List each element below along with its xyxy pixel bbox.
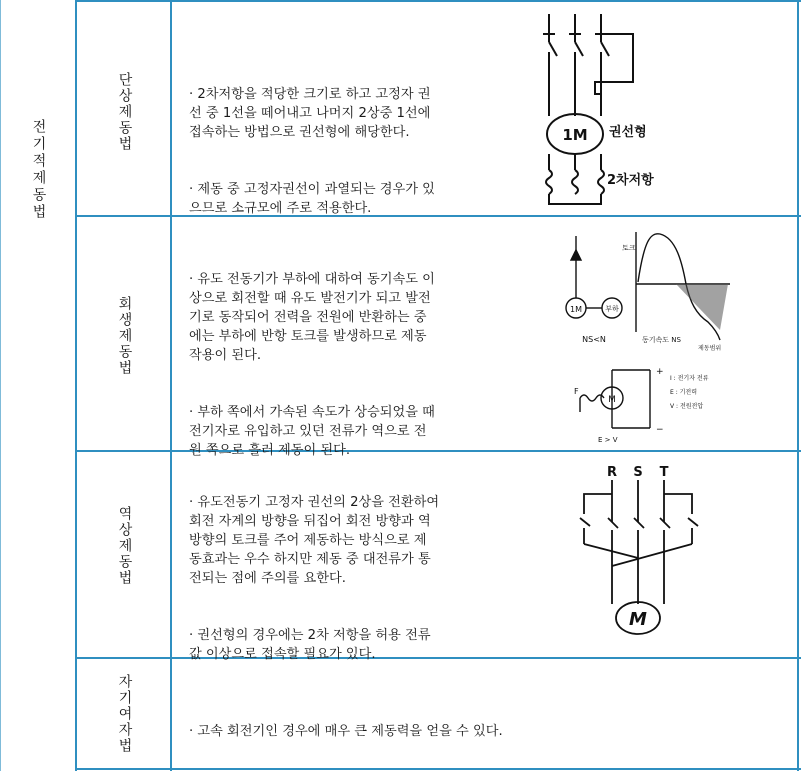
paragraph: · 제동 중 고정자권선이 과열되는 경우가 있 으므로 소규모에 주로 적용한다. [189,182,435,216]
description-single-phase [189,66,509,237]
description-plugging [189,474,509,683]
legend-item: I : 전기자 전류 [670,375,709,382]
torque-label: 토크 [622,244,636,252]
category-label [10,110,66,230]
row-name-self-excitation: 자기여자법 [116,674,133,754]
motor-label: 1M [570,305,582,314]
row-name-regenerative: 회생제동법 [116,296,133,376]
speed-label: NS<N [582,335,606,344]
grid-line [170,0,172,771]
grid-line [0,0,1,771]
grid-line [75,768,801,770]
field-label: F [574,387,579,396]
grid-line [75,0,77,771]
phase-label: R [606,465,618,480]
minus-label: − [656,425,664,435]
paragraph: · 권선형의 경우에는 2차 저항을 허용 전류 값 이상으로 접속할 필요가 있다. [189,628,431,662]
sync-label: 동기속도 NS [642,336,681,344]
motor-label: M [629,609,647,630]
phase-label: T [659,465,669,480]
armature-label: M [608,395,616,405]
paragraph: · 2차저항을 적당한 크기로 하고 고정자 권 선 중 1선을 떼어내고 나머지 2상중 1선에 접속하는 방법으로 권선형에 해당한다. [189,87,431,140]
paragraph: · 유도전동기 고정자 권선의 2상을 전환하여 회전 자계의 방향을 뒤집어 회전 방향과 역 방향의 토크를 주어 제동하는 방식으로 제 동효과는 우수 하지만 제동 중 대전류가 통 전되는 점에 주의를 요한다. [189,495,440,586]
paragraph: · 고속 회전기인 경우에 매우 큰 제동력을 얻을 수 있다. [189,724,503,739]
plus-label: + [656,367,664,377]
description-self-excitation [189,703,629,760]
phase-label: S [633,465,643,480]
description-regenerative [189,251,509,479]
single-phase-braking-diagram [525,8,685,208]
regenerative-braking-diagram [558,222,758,446]
condition-label: E > V [598,436,618,444]
legend-item: V : 전원전압 [670,403,704,410]
paragraph: · 유도 전동기가 부하에 대하여 동기속도 이 상으로 회전할 때 유도 발전기가 되고 발전 기로 동작되어 전력을 전원에 반환하는 중 에는 부하에 반항 토크를 발생하므로 제동 작용이 된다. [189,272,435,363]
winding-label: 권선형 [609,125,647,140]
row-name-plugging: 역상제동법 [116,506,133,586]
category-text: 전기적제동법 [30,119,47,221]
load-label: 부하 [605,305,619,313]
motor-label: 1M [562,126,588,144]
range-label: 제동범위 [698,345,722,352]
plugging-braking-diagram [570,462,720,642]
paragraph: · 부하 쪽에서 가속된 속도가 상승되었을 때 전기자로 유입하고 있던 전류가 역으로 전 원 쪽으로 흘러 제동이 된다. [189,405,435,458]
resistor-label: 2차저항 [607,173,654,188]
row-name-single-phase: 단상제동법 [116,72,133,152]
grid-line [75,0,801,2]
legend-item: E : 기전력 [670,389,698,396]
grid-line [797,0,799,771]
